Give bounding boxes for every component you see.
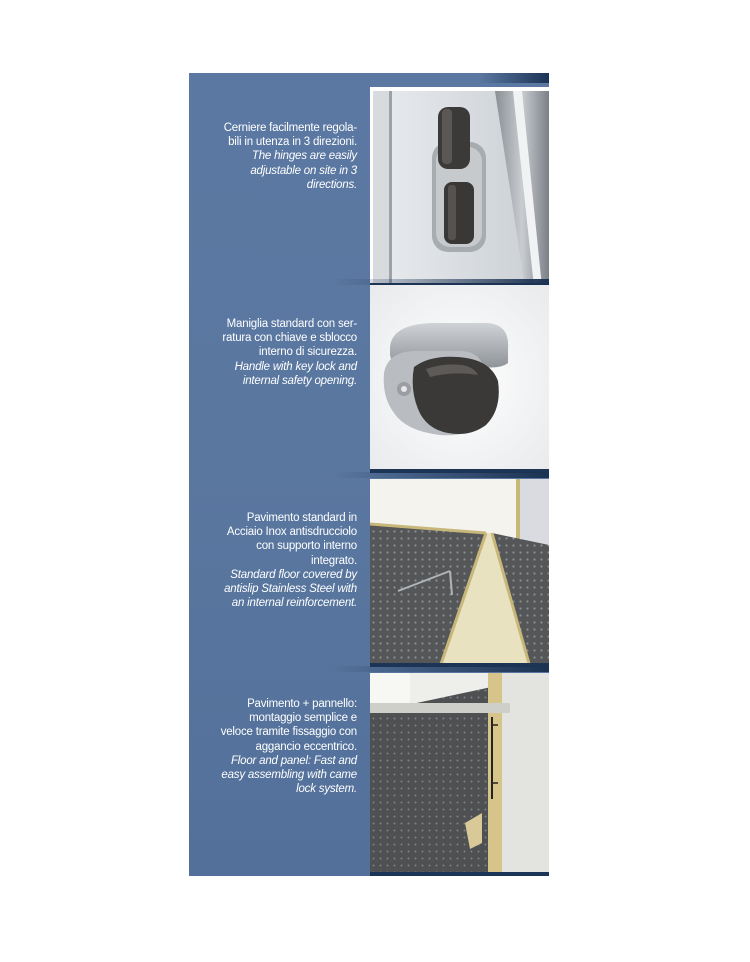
- caption-floor: [197, 511, 357, 610]
- caption-floor-panel: [197, 697, 357, 796]
- brochure-panel: [189, 73, 549, 876]
- caption-handle-it: Maniglia standard con ser- ratura con chiave e sblocco interno di sicurezza.: [222, 318, 357, 359]
- floor-photo: [370, 479, 549, 667]
- caption-floor-it: Pavimento standard in Acciaio Inox antisdrucciolo con supporto interno integrato.: [226, 512, 357, 567]
- caption-hinges: [197, 121, 357, 192]
- caption-floor-en: Standard floor covered by antislip Stainless Steel with an internal reinforcement.: [224, 568, 357, 610]
- floor-panel-photo: [370, 673, 549, 876]
- caption-handle: [197, 317, 357, 388]
- separator: [189, 666, 549, 672]
- top-accent-bar: [479, 73, 549, 83]
- door-hinge-photo: [370, 87, 549, 287]
- handle-photo: [370, 285, 549, 473]
- caption-handle-en: Handle with key lock and internal safety opening.: [234, 360, 357, 387]
- caption-floor-panel-en: Floor and panel: Fast and easy assembling with came lock system.: [221, 754, 357, 796]
- caption-floor-panel-it: Pavimento + pannello: montaggio semplice e veloce tramite fissaggio con aggancio eccentrico.: [220, 698, 357, 753]
- caption-hinges-it: Cerniere facilmente regola- bili in utenza in 3 direzioni.: [223, 122, 357, 149]
- separator: [189, 472, 549, 478]
- caption-hinges-en: The hinges are easily adjustable on site in 3 directions.: [250, 150, 357, 191]
